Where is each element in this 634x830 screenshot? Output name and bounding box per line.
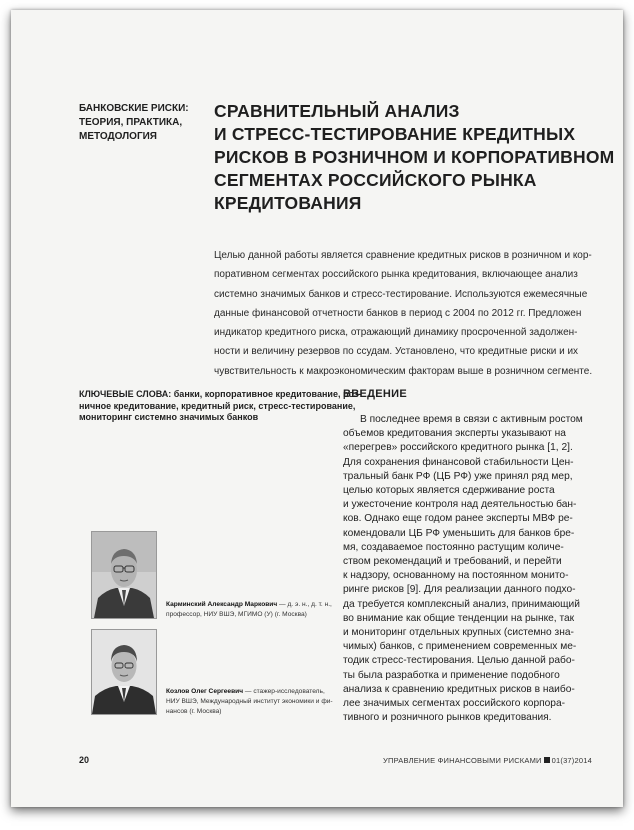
running-footer	[383, 756, 592, 765]
author-photo-karminsky	[91, 531, 157, 619]
keywords-line: мониторинг системно значимых банков	[79, 412, 259, 422]
journal-name: УПРАВЛЕНИЕ ФИНАНСОВЫМИ РИСКАМИ	[383, 756, 542, 765]
intro-line: ринге рисков [9]. Для реализации данного подхо-	[343, 584, 576, 596]
intro-line: да требуется комплексный анализ, принимающий	[343, 598, 580, 610]
abstract	[214, 246, 596, 381]
title-line: РИСКОВ В РОЗНИЧНОМ И КОРПОРАТИВНОМ	[214, 147, 615, 167]
intro-line: ков. Однако еще годом ранее эксперты МВФ ре-	[343, 513, 573, 525]
intro-line: во внимание как общие тенденции на рынке, так	[343, 612, 575, 624]
abstract-line: чувствительность к макроэкономическим факторам выше в розничном сегменте.	[214, 365, 593, 377]
intro-heading: ВВЕДЕНИЕ	[343, 388, 407, 400]
abstract-line: системно значимых банков и стресс-тестирование. Используются ежемесячные	[214, 288, 588, 300]
intro-line: к надзору, основанному на постоянном монито-	[343, 570, 569, 582]
intro-line: тивного и розничного рынков кредитования.	[343, 712, 552, 724]
intro-line: «перегрев» российского кредитного рынка [1, 2].	[343, 442, 573, 454]
intro-line: Для сохранения финансовой стабильности Цен-	[343, 456, 574, 468]
abstract-line: Целью данной работы является сравнение кредитных рисков в розничном и кор-	[214, 250, 592, 261]
author-credentials: — стажер-исследователь,	[244, 688, 325, 695]
intro-line: и мониторинг отдельных крупных (системно зна-	[343, 627, 574, 639]
author-info	[166, 687, 336, 717]
intro-line: тодик стресс-тестирования. Целью данной рабо-	[343, 655, 575, 667]
author-info	[166, 600, 336, 620]
intro-line: комендовали ЦБ РФ уменьшить для банков бре-	[343, 527, 575, 539]
intro-line: объемов кредитования эксперты указывают на	[343, 428, 566, 440]
intro-line: ством рекомендаций и требований, и перейти	[343, 556, 562, 568]
author-affiliation: профессор, НИУ ВШЭ, МГИМО (У) (г. Москва)	[166, 611, 307, 618]
abstract-line: поративном сегментах российского рынка кредитования, включающее анализ	[214, 269, 578, 281]
rubric-line: ТЕОРИЯ, ПРАКТИКА,	[79, 117, 183, 128]
square-bullet-icon	[544, 757, 550, 763]
intro-line: анализа к сравнению кредитных рисков в наибо-	[343, 683, 575, 695]
abstract-line: индикатор кредитного риска, отражающий динамику просроченной задолжен-	[214, 327, 578, 339]
portrait-image	[92, 630, 156, 714]
title-line: СЕГМЕНТАХ РОССИЙСКОГО РЫНКА	[214, 170, 537, 190]
article-title	[214, 100, 614, 215]
author-credentials: — д. э. н., д. т. н.,	[279, 601, 332, 608]
keywords	[79, 389, 362, 424]
intro-text	[343, 413, 603, 725]
rubric-line: МЕТОДОЛОГИЯ	[79, 131, 157, 142]
rubric-line: БАНКОВСКИЕ РИСКИ:	[79, 103, 189, 114]
abstract-line: данные финансовой отчетности банков в период с 2004 по 2012 гг. Предложен	[214, 307, 582, 319]
section-rubric	[79, 102, 199, 144]
issue-number: 01(37)2014	[551, 756, 592, 765]
author-name: Козлов Олег Сергеевич	[166, 688, 244, 695]
intro-line: ты была разработка и применение подобного	[343, 669, 560, 681]
intro-line: мя, создаваемое постоянно растущим количе-	[343, 541, 564, 553]
intro-line: чимых) банков, с применением современных ме-	[343, 641, 577, 653]
title-line: КРЕДИТОВАНИЯ	[214, 193, 362, 213]
keywords-line: КЛЮЧЕВЫЕ СЛОВА: банки, корпоративное кредитование, роз-	[79, 389, 362, 399]
title-line: СРАВНИТЕЛЬНЫЙ АНАЛИЗ	[214, 101, 460, 121]
intro-line: тральный банк РФ (ЦБ РФ) уже принял ряд мер,	[343, 470, 573, 482]
intro-line: В последнее время в связи с активным ростом	[343, 414, 583, 425]
journal-page	[11, 10, 623, 807]
author-photo-kozlov	[91, 629, 157, 715]
author-affiliation: нансов (г. Москва)	[166, 708, 222, 715]
intro-line: целью которых является сдерживание роста	[343, 485, 555, 497]
author-name: Карминский Александр Маркович	[166, 601, 278, 608]
title-line: И СТРЕСС-ТЕСТИРОВАНИЕ КРЕДИТНЫХ	[214, 124, 576, 144]
page-number: 20	[79, 755, 90, 765]
abstract-line: ности и величину резервов по ссудам. Установлено, что кредитные риски и их	[214, 346, 579, 358]
intro-line: и ужесточение контроля над деятельностью бан-	[343, 499, 577, 511]
keywords-line: ничное кредитование, кредитный риск, стресс-тестирование,	[79, 400, 356, 411]
portrait-image	[92, 532, 156, 618]
author-affiliation: НИУ ВШЭ, Международный институт экономики и фи-	[166, 698, 333, 705]
intro-line: лее значимых сегментах российского корпора-	[343, 698, 566, 710]
